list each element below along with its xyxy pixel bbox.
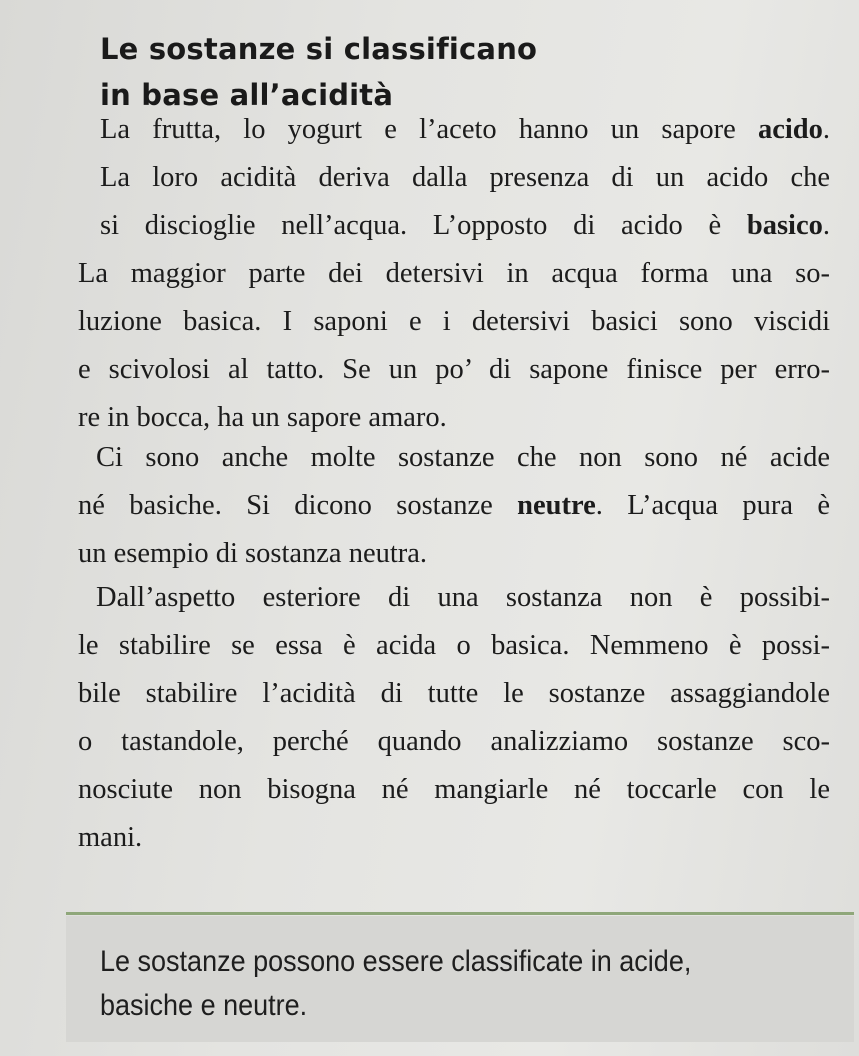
text-line: re in bocca, ha un sapore amaro. <box>78 402 447 433</box>
text-line <box>78 482 830 530</box>
text-run: La frutta, lo yogurt e l’aceto hanno un sapore <box>100 114 758 145</box>
text-line: bile stabilire l’acidità di tutte le sostanze assaggiandole <box>78 678 830 709</box>
summary-text <box>100 940 730 1028</box>
text-line: o tastandole, perché quando analizziamo sostanze sco- <box>78 726 830 757</box>
text-line: mani. <box>78 822 143 853</box>
paragraph-neutral <box>78 434 830 578</box>
text-line: La loro acidità deriva dalla presenza di un acido che <box>100 162 830 193</box>
text-run: né basiche. Si dicono sostanze <box>78 490 518 521</box>
paragraph-safety <box>78 574 830 862</box>
section-title-line-1: Le sostanze si classificano <box>100 32 538 66</box>
text-line: le stabilire se essa è acida o basica. Nemmeno è possi- <box>78 630 830 661</box>
text-line: luzione basica. I saponi e i detersivi basici sono viscidi <box>78 306 830 337</box>
text-line <box>100 202 830 250</box>
text-line: un esempio di sostanza neutra. <box>78 538 428 569</box>
summary-line-2: basiche e neutre. <box>100 989 308 1022</box>
summary-divider <box>66 912 854 915</box>
text-line: La maggior parte dei detersivi in acqua forma una so- <box>78 258 830 289</box>
keyword-neutre: neutre <box>517 490 596 521</box>
text-line: Ci sono anche molte sostanze che non sono né acide <box>96 442 830 473</box>
keyword-acido: acido <box>757 114 823 145</box>
paragraph-acid-basic <box>78 106 830 442</box>
section-title <box>100 26 700 118</box>
text-run: si discioglie nell’acqua. L’opposto di acido è <box>100 210 747 241</box>
section-title-line-2: in base all’acidità <box>100 78 394 112</box>
text-line: e scivolosi al tatto. Se un po’ di sapone finisce per erro- <box>78 354 830 385</box>
text-run: . <box>822 210 830 241</box>
text-line: Dall’aspetto esteriore di una sostanza non è possibi- <box>96 582 830 613</box>
summary-line-1: Le sostanze possono essere classificate in acide, <box>100 945 692 978</box>
text-run: . <box>822 114 830 145</box>
text-line: nosciute non bisogna né mangiarle né toccarle con le <box>78 774 830 805</box>
text-line <box>100 106 830 154</box>
keyword-basico: basico <box>746 210 823 241</box>
text-run: . L’acqua pura è <box>595 490 830 521</box>
